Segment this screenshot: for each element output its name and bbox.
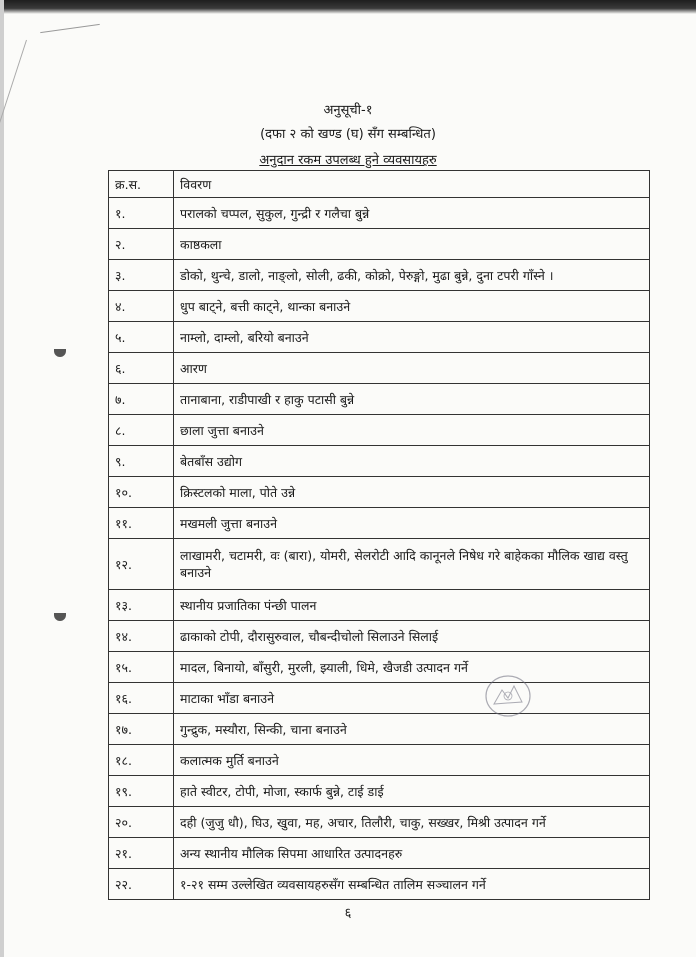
description-cell: डोको, थुन्चे, डालो, नाङ्लो, सोली, ढकी, कोक्रो, पेरुङ्गो, मुढा बुन्ने, दुना टपरी गाँस्ने ।: [174, 260, 650, 291]
description-cell: लाखामरी, चटामरी, वः (बारा), योमरी, सेलरोटी आदि कानूनले निषेध गरे बाहेकका मौलिक खाद्य वस्तु बनाउने: [174, 539, 650, 590]
document-subtitle: (दफा २ को खण्ड (घ) सँग सम्बन्धित): [260, 127, 436, 142]
serial-number-cell: १.: [109, 198, 174, 229]
description-cell: नाम्लो, दाम्लो, बरियो बनाउने: [174, 322, 650, 353]
serial-number-cell: २२.: [109, 869, 174, 900]
serial-number-cell: २०.: [109, 807, 174, 838]
business-table: [108, 170, 650, 900]
description-cell: काष्ठकला: [174, 229, 650, 260]
description-cell: बेतबाँस उद्योग: [174, 446, 650, 477]
table-row: [109, 415, 650, 446]
serial-number-cell: १६.: [109, 683, 174, 714]
serial-number-cell: ११.: [109, 508, 174, 539]
description-cell: गुन्द्रुक, मस्यौरा, सिन्की, चाना बनाउने: [174, 714, 650, 745]
table-row: [109, 353, 650, 384]
description-cell: अन्य स्थानीय मौलिक सिपमा आधारित उत्पादनहरु: [174, 838, 650, 869]
description-cell: हाते स्वीटर, टोपी, मोजा, स्कार्फ बुन्ने, टाई डाई: [174, 776, 650, 807]
description-cell: तानाबाना, राडीपाखी र हाकु पटासी बुन्ने: [174, 384, 650, 415]
description-cell: दही (जुजु धौ), घिउ, खुवा, मह, अचार, तिलौरी, चाकु, सख्खर, मिश्री उत्पादन गर्ने: [174, 807, 650, 838]
description-cell: आरण: [174, 353, 650, 384]
table-row: [109, 776, 650, 807]
description-cell: धुप बाट्ने, बत्ती काट्ने, थान्का बनाउने: [174, 291, 650, 322]
punch-hole: [54, 613, 66, 621]
serial-number-cell: १२.: [109, 539, 174, 590]
table-row: [109, 539, 650, 590]
description-cell: छाला जुत्ता बनाउने: [174, 415, 650, 446]
table-header-row: [109, 171, 650, 198]
serial-number-cell: ७.: [109, 384, 174, 415]
description-cell: स्थानीय प्रजातिका पंन्छी पालन: [174, 590, 650, 621]
table-row: [109, 508, 650, 539]
description-cell: मखमली जुत्ता बनाउने: [174, 508, 650, 539]
scan-edge-left: [0, 0, 4, 957]
serial-number-cell: ५.: [109, 322, 174, 353]
serial-number-cell: २.: [109, 229, 174, 260]
header-serial: क्र.स.: [109, 171, 174, 198]
description-cell: मादल, बिनायो, बाँसुरी, मुरली, झ्याली, धिमे, खैजडी उत्पादन गर्ने: [174, 652, 650, 683]
serial-number-cell: ३.: [109, 260, 174, 291]
serial-number-cell: १९.: [109, 776, 174, 807]
scan-mark: [40, 24, 100, 33]
table-row: [109, 621, 650, 652]
serial-number-cell: ६.: [109, 353, 174, 384]
table-row: [109, 838, 650, 869]
table-row: [109, 384, 650, 415]
serial-number-cell: ९.: [109, 446, 174, 477]
table-row: [109, 291, 650, 322]
table-row: [109, 590, 650, 621]
serial-number-cell: १५.: [109, 652, 174, 683]
office-seal-stamp: [468, 668, 596, 768]
description-cell: ढाकाको टोपी, दौरासुरुवाल, चौबन्दीचोलो सिलाउने सिलाई: [174, 621, 650, 652]
document-title: अनुसूची-१: [323, 103, 373, 118]
serial-number-cell: ४.: [109, 291, 174, 322]
scan-edge: [0, 0, 696, 14]
table-row: [109, 229, 650, 260]
table-row: [109, 198, 650, 229]
table-row: [109, 477, 650, 508]
serial-number-cell: १४.: [109, 621, 174, 652]
table-row: [109, 807, 650, 838]
table-row: [109, 260, 650, 291]
document-heading: अनुदान रकम उपलब्ध हुने व्यवसायहरु: [259, 153, 437, 168]
serial-number-cell: ८.: [109, 415, 174, 446]
page-number: ६: [344, 906, 352, 921]
serial-number-cell: १३.: [109, 590, 174, 621]
table-row: [109, 446, 650, 477]
serial-number-cell: १८.: [109, 745, 174, 776]
header-description: विवरण: [174, 171, 650, 198]
description-cell: परालको चप्पल, सुकुल, गुन्द्री र गलैचा बुन्ने: [174, 198, 650, 229]
serial-number-cell: १०.: [109, 477, 174, 508]
description-cell: माटाका भाँडा बनाउने: [174, 683, 650, 714]
description-cell: १-२१ सम्म उल्लेखित व्यवसायहरुसँग सम्बन्धित तालिम सञ्चालन गर्ने: [174, 869, 650, 900]
description-cell: कलात्मक मुर्ति बनाउने: [174, 745, 650, 776]
serial-number-cell: २१.: [109, 838, 174, 869]
table-row: [109, 322, 650, 353]
serial-number-cell: १७.: [109, 714, 174, 745]
punch-hole: [54, 349, 66, 357]
description-cell: क्रिस्टलको माला, पोते उन्ने: [174, 477, 650, 508]
table-row: [109, 869, 650, 900]
